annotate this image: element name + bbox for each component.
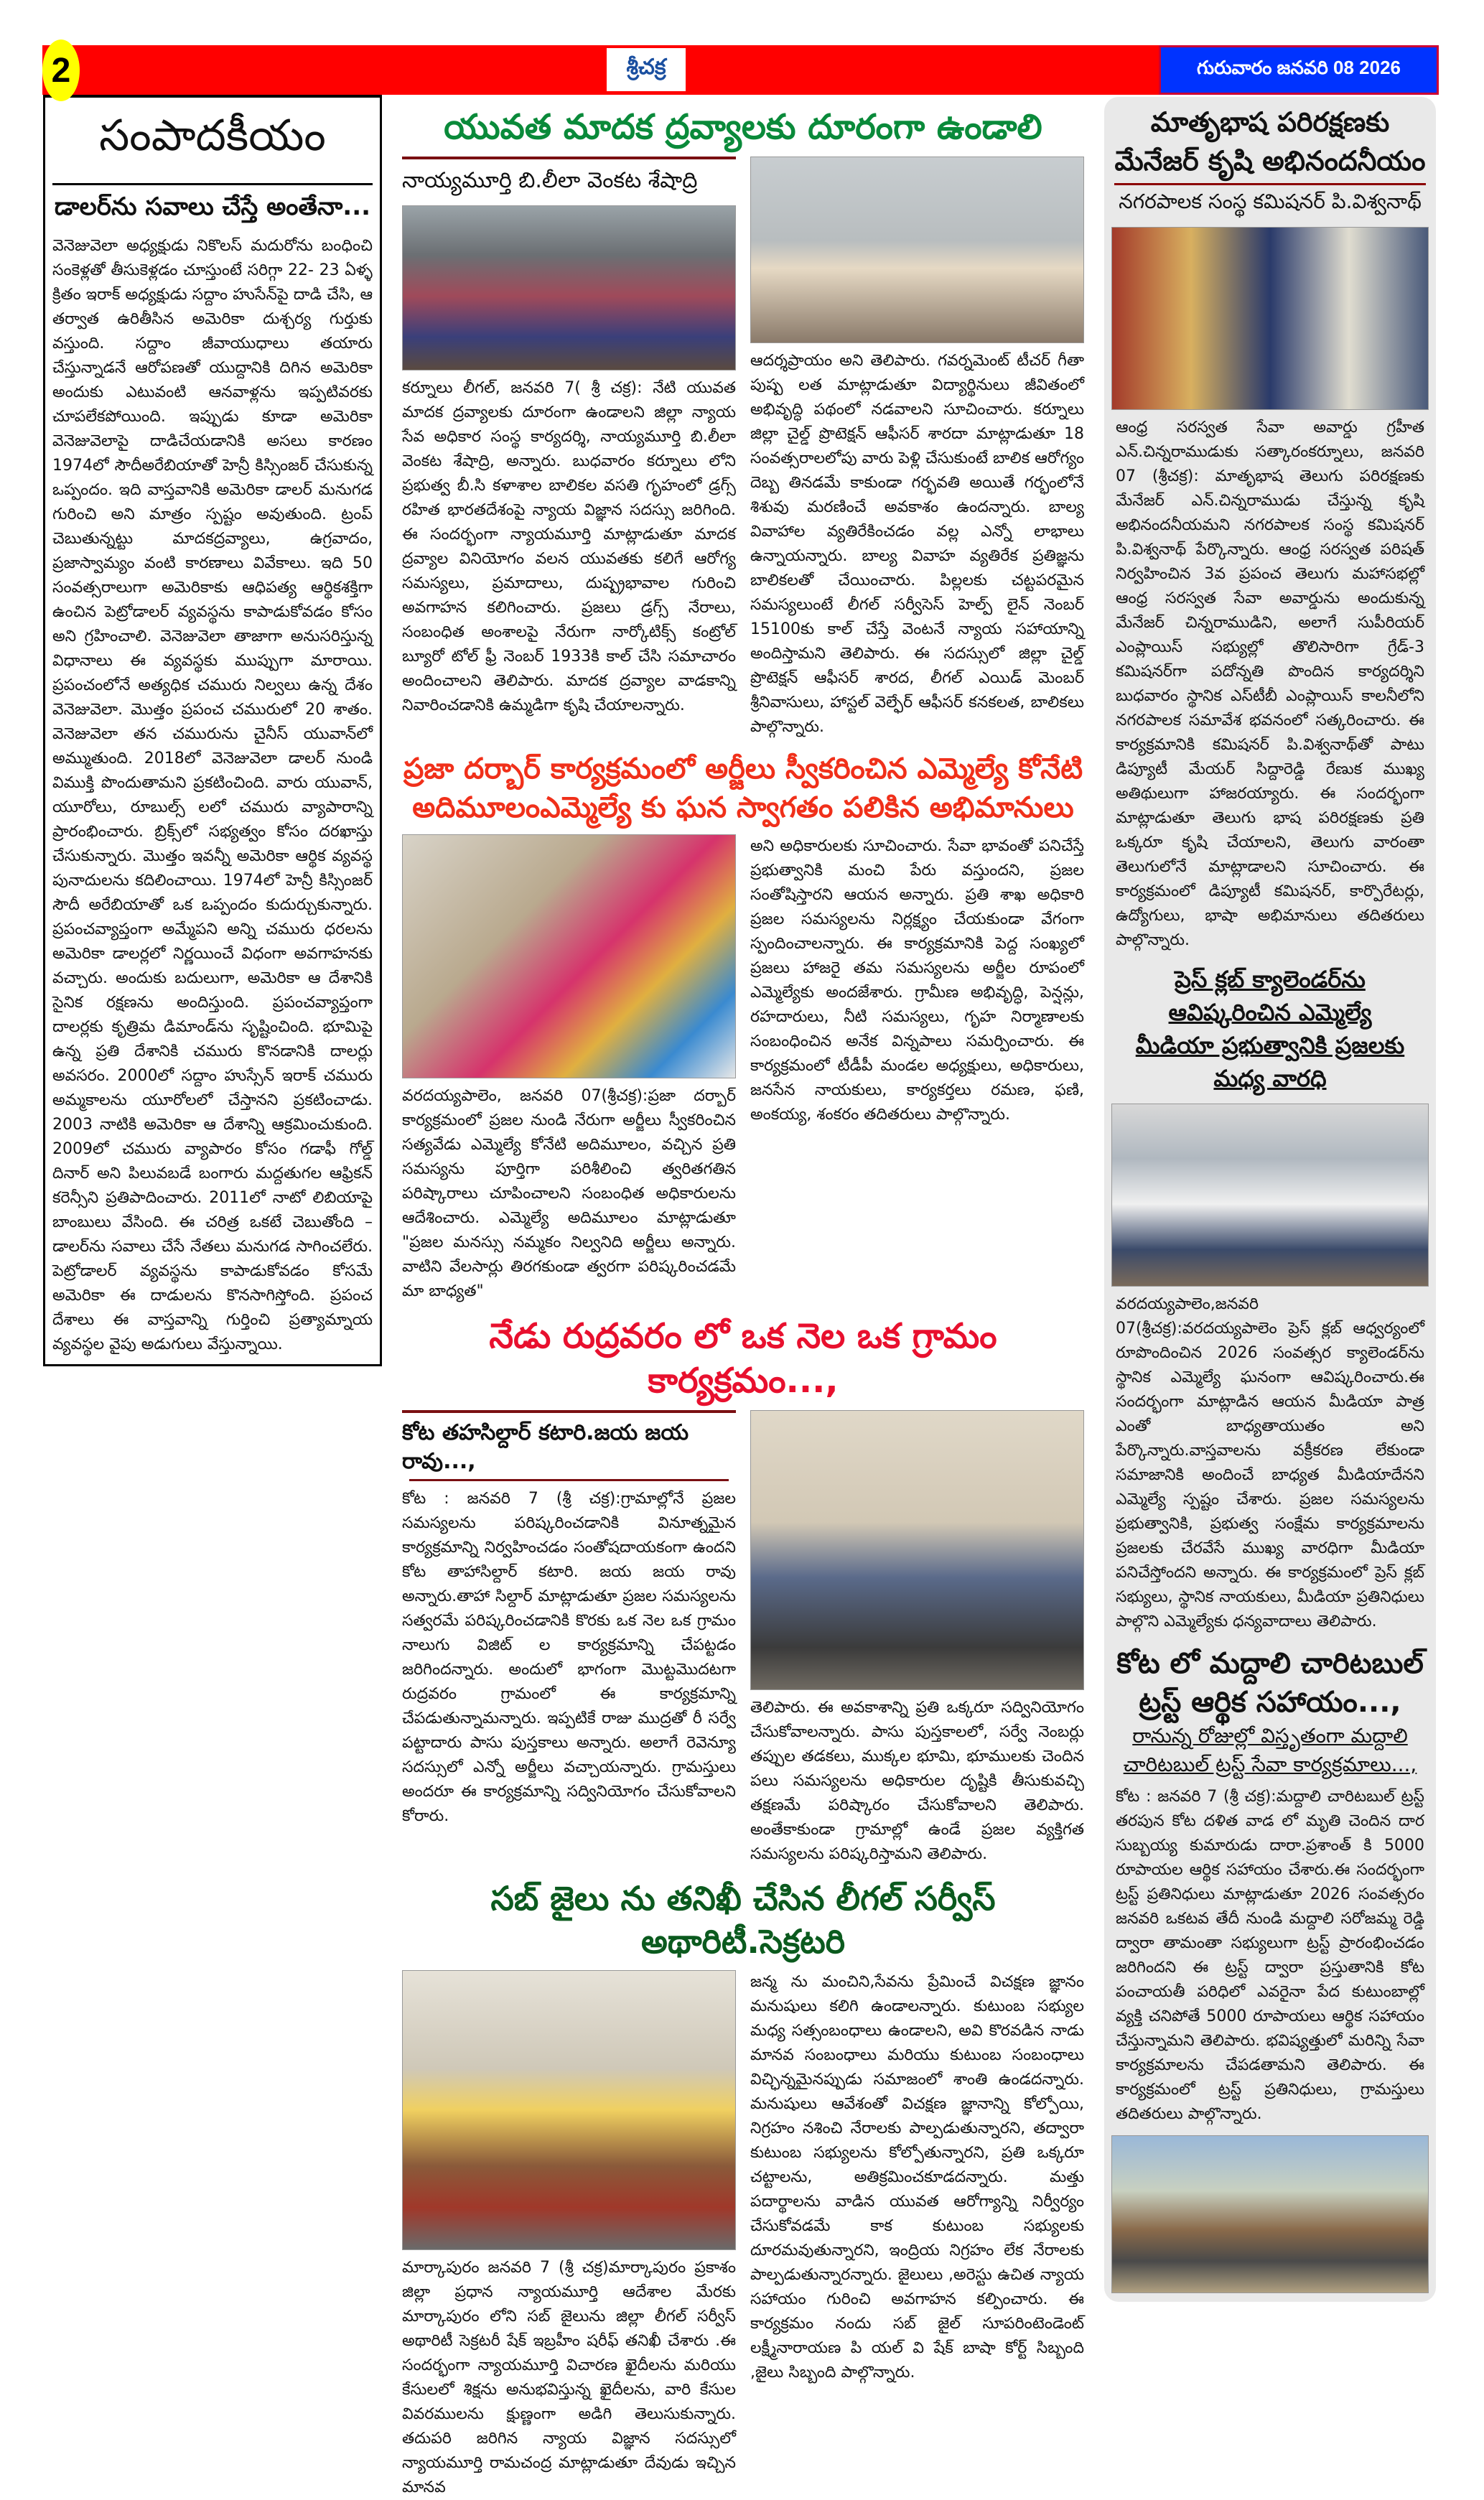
- article2-photo-praja-darbar: [402, 834, 736, 1078]
- newspaper-logo: శ్రీచక్ర: [607, 48, 686, 91]
- article3-rule: [402, 1410, 736, 1413]
- story2-headline-line1: ప్రెస్ క్లబ్ క్యాలెండర్‌ను ఆవిష్కరించిన ఎమ్మెల్యే: [1168, 966, 1372, 1026]
- story1-headline: మాతృభాష పరిరక్షణకు మేనేజర్ కృషి అభినందనీయం: [1114, 106, 1426, 177]
- story2-headline-line2: మీడియా ప్రభుత్వానికి ప్రజలకు మధ్య వారధి: [1135, 1032, 1405, 1092]
- story3-photo-trust-aid: [1111, 2135, 1429, 2293]
- article2-body-left: వరదయ్యపాలెం, జనవరి 07(శ్రీచక్ర):ప్రజా దర్బార్ కార్యక్రమంలో ప్రజల నుండి నేరుగా అర్జీలు స్వీకరించిన సత్యవేడు ఎమ్మెల్యే కోనేటి అదిమూలం, వచ్చిన ప్రతి సమస్యను పూర్తిగా పరిశీలించి త్వరితగతిన పరిష్కారాలు చూపించాలని సంబంధిత అధికారులను ఆదేశించారు. ఎమ్మెల్యే అదిమూలం మాట్లాడుతూ "ప్రజల మనస్సు నమ్మకం నిల్వనిది అర్జీలు అన్నారు. వాటిని వేలసార్లు తిరగకుండా త్వరగా పరిష్కరించడమే మా బాధ్యత": [402, 1087, 736, 1300]
- editorial-section-title: సంపాదకీయం: [52, 98, 373, 185]
- article3-byline-rule: [409, 1479, 729, 1481]
- article2-headline-line2: అదిమూలంఎమ్మెల్యే కు ఘన స్వాగతం పలికిన అభిమానులు: [412, 791, 1074, 824]
- story3-body: కోట : జనవరి 7 (శ్రీ చక్ర):మద్దాలి చారిటబుల్ ట్రస్ట్ తరపున కోట దళిత వాడ లో మృతి చెందిన దార సుబ్బయ్య కుమారుడు దారా.ప్రశాంత్ కి 5000 రూపాయల ఆర్థిక సహాయం చేశారు.ఈ సందర్భంగా ట్రస్ట్ ప్రతినిధులు మాట్లాడుతూ 2026 సంవత్సరం జనవరి ఒకటవ తేదీ నుండి మద్దాలి సరోజమ్మ రెడ్డి ద్వారా తామంతా సభ్యులుగా ట్రస్ట్ ప్రారంభించడం జరిగిందని ఈ ట్రస్ట్ ద్వారా ప్రస్తుతానికి కోట పంచాయతీ పరిధిలో ఎవరైనా పేద కుటుంబాల్లో వ్యక్తి చనిపోతే 5000 రూపాయలు ఆర్థిక సహాయం చేస్తున్నామని తెలిపారు. భవిష్యత్తులో మరిన్ని సేవా కార్యక్రమాలను చేపడతామని తెలిపారు. ఈ కార్యక్రమంలో ట్రస్ట్ ప్రతినిధులు, గ్రామస్తులు తదితరులు పాల్గొన్నారు.: [1116, 1788, 1424, 2123]
- story3-subhead1: రానున్న రోజుల్లో విస్తృతంగా మద్దాలి: [1132, 1724, 1408, 1748]
- story3-headline-line2: ట్రస్ట్ ఆర్థిక సహాయం...,: [1139, 1686, 1401, 1719]
- article2-headline-line1: ప్రజా దర్బార్ కార్యక్రమంలో అర్జీలు స్వీకరించిన ఎమ్మెల్యే కోనేటి: [403, 752, 1083, 785]
- story2-photo-calendar-launch: [1111, 1104, 1429, 1287]
- article3-body-left: కోట : జనవరి 7 (శ్రీ చక్ర):గ్రామాల్లోనే ప్రజల సమస్యలను పరిష్కరించడానికి వినూత్నమైన కార్యక్రమాన్ని నిర్వహించడం సంతోషదాయకంగా ఉందని కోట తాహాసిల్దార్ కటారి. జయ జయ రావు అన్నారు.తాహా సిల్దార్ మాట్లాడుతూ ప్రజల సమస్యలను సత్వరమే పరిష్కరించడానికి కొరకు ఒక నెల ఒక గ్రామం నాలుగు విజిట్ ల కార్యక్రమాన్ని చేపట్టడం జరిగిందన్నారు. అందులో భాగంగా మొట్టమొదటగా రుద్రవరం గ్రామంలో ఈ కార్యక్రమాన్ని చేపడుతున్నామన్నారు. ఇప్పటికే రాజు ముద్రతో రీ సర్వే పట్టాదారు పాసు పుస్తకాలు అన్నారు. అలాగే రెవెన్యూ సదస్సులో ఎన్నో అర్జీలు వచ్చాయన్నారు. గ్రామస్తులు అందరూ ఈ కార్యక్రమాన్ని సద్వినియోగం చేసుకోవాలని కోరారు.: [402, 1490, 736, 1825]
- article1-photo-speaker: [750, 157, 1084, 343]
- article3-headline: నేడు రుద్రవరం లో ఒక నెల ఒక గ్రామం కార్యక్రమం...,: [489, 1316, 997, 1401]
- right-column-panel: [1104, 97, 1436, 2302]
- article3: [392, 1314, 1094, 1867]
- story2-body: వరదయ్యపాలెం,జనవరి 07(శ్రీచక్ర):వరదయ్యపాలెం ప్రెస్ క్లబ్ ఆధ్వర్యంలో రూపొందించిన 2026 సంవత్సర క్యాలెండర్‌ను స్థానిక ఎమ్మెల్యే ఘనంగా ఆవిష్కరించారు.ఈ సందర్భంగా మాట్లాడిన ఆయన మీడియా పాత్ర ఎంతో బాధ్యతాయుతం అని పేర్కొన్నారు.వాస్తవాలను వక్రీకరణ లేకుండా సమాజానికి అందించే బాధ్యత మీడియాదేనని ఎమ్మెల్యే స్పష్టం చేశారు. ప్రజల సమస్యలను ప్రభుత్వానికి, ప్రభుత్వ సంక్షేమ కార్యక్రమాలను ప్రజలకు చేరవేసే ముఖ్య వారధిగా మీడియా పనిచేస్తోందని అన్నారు. ఈ కార్యక్రమంలో ప్రెస్ క్లబ్ సభ్యులు, స్థానిక నాయకులు, మీడియా ప్రతినిధులు పాల్గొని ఎమ్మెల్యేకు ధన్యవాదాలు తెలిపారు.: [1116, 1295, 1424, 1631]
- story3-subhead2: చారిటబుల్ ట్రస్ట్ సేవా కార్యక్రమాలు...,: [1123, 1753, 1417, 1776]
- article1-body-left: కర్నూలు లీగల్, జనవరి 7( శ్రీ చక్ర): నేటి యువత మాదక ద్రవ్యాలకు దూరంగా ఉండాలని జిల్లా న్యాయ సేవ అధికార సంస్థ కార్యదర్శి, నాయ్యమూర్తి బి.లీలా వెంకట శేషాద్రి, అన్నారు. బుధవారం కర్నూలు లోని ప్రభుత్వ బీ.సి కళాశాల బాలికల వసతి గృహంలో డ్రగ్స్ రహిత భారతదేశంపై న్యాయ విజ్ఞాన సదస్సు జరిగింది. ఈ సందర్భంగా న్యాయమూర్తి మాట్లాడుతూ మాదక ద్రవ్యాల వినియోగం వలన యువతకు కలిగే ఆరోగ్య సమస్యలు, ప్రమాదాలు, దుష్ప్రభావాల గురించి అవగాహన కలిగించారు. ప్రజలు డ్రగ్స్ నేరాలు, సంబంధిత అంశాలపై నేరుగా నార్కోటిక్స్ కంట్రోల్ బ్యూరో టోల్ ఫ్రీ నెంబర్ 1933కి కాల్ చేసి సమాచారం అందించాలని తెలిపారు. మాదక ద్రవ్యాల వాడకాన్ని నివారించడానికి ఉమ్మడిగా కృషి చేయాలన్నారు.: [402, 379, 736, 714]
- masthead-bar: [42, 45, 1439, 95]
- editorial-headline: డాలర్‌ను సవాలు చేస్తే అంతేనా...: [54, 192, 371, 221]
- story1-subhead: నగరపాలక సంస్థ కమిషనర్ పి.విశ్వనాథ్: [1114, 183, 1426, 218]
- article4-body-left: మార్కాపురం జనవరి 7 (శ్రీ చక్ర)మార్కాపురం ప్రకాశం జిల్లా ప్రధాన న్యాయమూర్తి ఆదేశాల మేరకు మార్కాపురం లోని సబ్ జైలును జిల్లా లీగల్ సర్వీస్ అథారిటీ సెక్రటరీ షేక్ ఇబ్రహీం షరీఫ్ తనిఖీ చేశారు .ఈ సందర్భంగా న్యాయమూర్తి విచారణ ఖైదీలను మరియు కేసులలో శిక్షను అనుభవిస్తున్న ఖైదీలను, వారి కేసుల వివరములను క్షుణ్ణంగా అడిగి తెలుసుకున్నారు. తదుపరి జరిగిన న్యాయ విజ్ఞాన సదస్సులో న్యాయమూర్తి రామచంద్ర మాట్లాడుతూ దేవుడు ఇచ్చిన మానవ: [402, 2259, 736, 2496]
- editorial-column: [43, 95, 382, 1366]
- article4: [392, 1877, 1094, 2500]
- article1: [392, 105, 1094, 740]
- center-column: [392, 95, 1094, 2500]
- story1-photo-felicitation: [1111, 227, 1429, 410]
- article1-headline: యువత మాదక ద్రవ్యాలకు దూరంగా ఉండాలి: [444, 107, 1042, 147]
- article3-body-right: తెలిపారు. ఈ అవకాశాన్ని ప్రతి ఒక్కరూ సద్వినియోగం చేసుకోవాలన్నారు. పాసు పుస్తకాలలో, సర్వే నెంబర్లు తప్పుల తడకలు, ముక్కల భూమి, భూములకు చెందిన పలు సమస్యలను అధికారుల దృష్టికి తీసుకువచ్చి తక్షణమే పరిష్కారం చేసుకోవాలని తెలిపారు. అంతేకాకుండా గ్రామాల్లో ఉండే ప్రజల వ్యక్తిగత సమస్యలను పరిష్కరిస్తామని తెలిపారు.: [750, 1699, 1084, 1863]
- article1-body-right: ఆదర్శప్రాయం అని తెలిపారు. గవర్నమెంట్ టీచర్ గీతా పుష్ప లత మాట్లాడుతూ విద్యార్థినులు జీవితంలో అభివృద్ధి పథంలో నడవాలని సూచించారు. కర్నూలు జిల్లా చైల్డ్ ప్రొటెక్షన్ ఆఫీసర్ శారదా మాట్లాడుతూ 18 సంవత్సరాలలోపు వారు పెళ్లి చేసుకుంటే బాలిక ఆరోగ్యం దెబ్బ తినడమే కాకుండా గర్భవతి అయితే గర్భంలోనే శిశువు మరణించే అవకాశం ఉందన్నారు. బాల్య వివాహాల వ్యతిరేకించడం వల్ల ఎన్నో లాభాలు ఉన్నాయన్నారు. బాల్య వివాహ వ్యతిరేక ప్రతిజ్ఞను బాలికలతో చేయించారు. పిల్లలకు చట్టపరమైన సమస్యలుంటే లీగల్ సర్వీసెస్ హెల్ప్ లైన్ నెంబర్ 15100కు కాల్ చేస్తే వెంటనే న్యాయ సహాయాన్ని అందిస్తామని తెలిపారు. ఈ సదస్సులో జిల్లా చైల్డ్ ప్రొటెక్షన్ ఆఫీసర్ శారద, లీగల్ ఎయిడ్ మెంబర్ శ్రీనివాసులు, హాస్టల్ వెల్ఫేర్ ఆఫీసర్ కనకలత, బాలికలు పాల్గొన్నారు.: [750, 352, 1084, 736]
- article4-body-right: జన్మ ను మంచిని,సేవను ప్రేమించే విచక్షణ జ్ఞానం మనుషులు కలిగి ఉండాలన్నారు. కుటుంబ సభ్యుల మధ్య సత్సంబంధాలు ఉండాలని, అవి కొరవడిన నాడు మానవ సంబంధాలు మరియు కుటుంబ సంబంధాలు విచ్ఛిన్నమైనప్పుడు సమాజంలో శాంతి ఉండదన్నారు. మనుషులు ఆవేశంతో విచక్షణ జ్ఞానాన్ని కోల్పోయి, నిగ్రహం నశించి నేరాలకు పాల్పడుతున్నారని, తద్వారా కుటుంబ సభ్యులను కోల్పోతున్నారని, ప్రతి ఒక్కరూ చట్టాలను, అతిక్రమించకూడదన్నారు. మత్తు పదార్థాలను వాడిన యువత ఆరోగ్యాన్ని నిర్వీర్యం చేసుకోవడమే కాక కుటుంబ సభ్యులకు దూరమవుతున్నారని, ఇంద్రియ నిగ్రహం లేక నేరాలకు పాల్పడుతున్నారన్నారు. జైలులు ,అరెస్టు ఉచిత న్యాయ సహాయం గురించి అవగాహన కల్పించారు. ఈ కార్యక్రమం నందు సబ్ జైల్ సూపరింటెండెంట్ లక్ష్మీనారాయణ పి యల్ వి షేక్ బాషా కోర్ట్ సిబ్బంది ,జైలు సిబ్బంది పాల్గొన్నారు.: [750, 1973, 1084, 2382]
- article1-byline: నాయ్యమూర్తి బి.లీలా వెంకట శేషాద్రి: [402, 157, 736, 198]
- page-number-badge: 2: [42, 39, 80, 101]
- article4-headline: సబ్ జైలు ను తనిఖీ చేసిన లీగల్ సర్వీస్ అథారిటీ.సెక్రటరి: [490, 1879, 996, 1961]
- article3-byline: కోట తహసిల్దార్ కటారి.జయ జయ రావు...,: [402, 1420, 689, 1474]
- article1-photo-students: [402, 205, 736, 370]
- article2-body-right: అని అధికారులకు సూచించారు. సేవా భావంతో పనిచేస్తే ప్రభుత్వానికి మంచి పేరు వస్తుందని, ప్రజల సంతోషిస్తారని ఆయన అన్నారు. ప్రతి శాఖ అధికారి ప్రజల సమస్యలను నిర్లక్ష్యం చేయకుండా వేగంగా స్పందించాలన్నారు. ఈ కార్యక్రమానికి పెద్ద సంఖ్యలో ప్రజలు హాజరై తమ సమస్యలను అర్జీల రూపంలో ఎమ్మెల్యేకు అందజేశారు. గ్రామీణ అభివృద్ధి, పెన్షన్లు, రహదారులు, నీటి సమస్యలు, గృహ నిర్మాణాలకు సంబంధించిన అనేక విన్నపాలు సమర్పించారు. ఈ కార్యక్రమంలో టీడీపీ మండల అధ్యక్షులు, అధికారులు, జనసేన నాయకులు, కార్యకర్తలు రమణ, ఫణి, అంకయ్య, శంకరం తదితరులు పాల్గొన్నారు.: [750, 837, 1084, 1124]
- article2: [392, 750, 1094, 1304]
- editorial-body: వెనెజువెలా అధ్యక్షుడు నికొలస్ మదురోను బంధించి సంకెళ్లతో తీసుకెళ్లడం చూస్తుంటే సరిగ్గా 22- 23 ఏళ్ళ క్రితం ఇరాక్ అధ్యక్షుడు సద్దాం హుసేన్‌పై దాడి చేసి, ఆ తర్వాత ఉరితీసిన అమెరికా దుశ్చర్య గుర్తుకు వస్తుంది. సద్దాం జీవాయుధాలు తయారు చేస్తున్నాడనే ఆరోపణతో యుద్దానికి దిగిన అమెరికా అందుకు ఎటువంటి ఆనవాళ్లను ఇప్పటివరకు చూపలేకపోయింది. ఇప్పుడు కూడా అమెరికా వెనెజువెలాపై దాడిచేయడానికి అసలు కారణం 1974లో సౌదీఅరేబియాతో హెన్రీ కిస్సింజర్ చేసుకున్న ఒప్పందం. ఇది వాస్తవానికి అమెరికా డాలర్ మనుగడ గురించి అని మాత్రం స్పష్టం అవుతుంది. ట్రంప్ చెబుతున్నట్టు మాదకద్రవ్యాలు, ఉగ్రవాదం, ప్రజాస్వామ్యం వంటి కారణాలు వివేకాలు. ఇది 50 సంవత్సరాలుగా అమెరికాకు ఆధిపత్య ఆర్థికశక్తిగా ఉంచిన పెట్రోడాలర్ వ్యవస్థను కాపాడుకోవడం కోసం అని గ్రహించాలి. వెనెజువెలా తాజాగా అనుసరిస్తున్న విధానాలు ఈ వ్యవస్థకు ముప్పుగా మారాయి. ప్రపంచంలోనే అత్యధిక చమురు నిల్వలు ఉన్న దేశం వెనెజువెలా. మొత్తం ప్రపంచ చమురులో 20 శాతం. వెనెజువెలా తన చమురును చైనీస్ యువాన్‌లో అమ్ముతుంది. 2018లో వెనెజువెలా డాలర్ నుండి విముక్తి పొందుతామని ప్రకటించింది. వారు యువాన్, యూరోలు, రూబుల్స్ లలో చమురు వ్యాపారాన్ని ప్రారంభించారు. బ్రిక్స్‌లో సభ్యత్వం కోసం దరఖాస్తు చేసుకున్నారు. మొత్తం ఇవన్నీ అమెరికా ఆర్థిక వ్యవస్థ పునాదులను కదిలించాయి. 1974లో హెన్రీ కిస్సింజర్ సౌదీ అరేబియాతో ఒక ఒప్పందం కుదుర్చుకున్నారు. ప్రపంచవ్యాప్తంగా అమ్మేపని అన్ని చమురు ధరలను అమెరికా డాలర్లలో నిర్ణయించే విధంగా అవగాహనకు వచ్చారు. అందుకు బదులుగా, అమెరికా ఆ దేశానికి సైనిక రక్షణను అందిస్తుంది. ప్రపంచవ్యాప్తంగా దాలర్లకు కృత్రిమ డిమాండ్‌ను సృష్టించింది. భూమిపై ఉన్న ప్రతి దేశానికి చమురు కొనడానికి దాలర్లు అవసరం. 2000లో సద్దాం హుస్సేన్ ఇరాక్ చమురు అమ్మకాలను యూరోలలో చేస్తానని ప్రకటించాడు. 2003 నాటికి అమెరికా ఆ దేశాన్ని ఆక్రమించుకుంది. 2009లో చమురు వ్యాపారం కోసం గడాఫీ గోల్డ్ దినార్ అని పిలువబడే బంగారు మద్దతుగల ఆఫ్రికన్ కరెన్సీని ప్రతిపాదించారు. 2011లో నాటో లిబియాపై బాంబులు వేసింది. ఈ చరిత్ర ఒకటే చెబుతోంది – డాలర్‌ను సవాలు చేసే నేతలు మనుగడ సాగించలేరు. పెట్రోడాలర్ వ్యవస్థను కాపాడుకోవడం కోసమే అమెరికా ఈ దాడులను కొనసాగిస్తోంది. ప్రపంచ దేశాలు ఈ వాస్తవాన్ని గుర్తించి ప్రత్యామ్నాయ వ్యవస్థల వైపు అడుగులు వేస్తున్నాయి.: [52, 237, 373, 1353]
- article3-photo-tahsildar: [750, 1410, 1084, 1690]
- issue-date: గురువారం జనవరి 08 2026: [1159, 45, 1439, 95]
- page-columns: [43, 95, 1439, 2500]
- article4-photo-sub-jail: [402, 1970, 736, 2250]
- story3-headline-line1: కోట లో మద్దాలి చారిటబుల్: [1116, 1647, 1424, 1680]
- story1-body: ఆంధ్ర సరస్వత సేవా అవార్డు గ్రహీత ఎన్.చిన్నరాముడుకు సత్కారంకర్నూలు, జనవరి 07 (శ్రీచక్ర): మాతృభాష తెలుగు పరిరక్షణకు మేనేజర్ ఎన్.చిన్నరాముడు చేస్తున్న కృషి అభినందనీయమని నగరపాలక సంస్థ కమిషనర్ పి.విశ్వనాథ్ పేర్కొన్నారు. ఆంధ్ర సరస్వత పరిషత్ నిర్వహించిన 3వ ప్రపంచ తెలుగు మహాసభల్లో ఆంధ్ర సరస్వత సేవా అవార్డును అందుకున్న మేనేజర్ చిన్నరాముడిని, అలాగే సుపీరియర్ ఎంప్లాయిస్ సభ్యుల్లో తొలిసారిగా గ్రేడ్-3 కమిషనర్‌గా పదోన్నతి పొందిన కార్యదర్శిని బుధవారం స్థానిక ఎస్‌టీబీ ఎంప్లాయిస్ కాలనీలోని నగరపాలక సమావేశ భవనంలో సత్కరించారు. ఈ కార్యక్రమానికి కమిషనర్ పి.విశ్వనాథ్‌తో పాటు డిప్యూటీ మేయర్ సిద్దారెడ్డి రేణుక ముఖ్య అతిథులుగా హాజరయ్యారు. ఈ సందర్భంగా మాట్లాడుతూ తెలుగు భాష పరిరక్షణకు ప్రతి ఒక్కరూ కృషి చేయాలని, తెలుగు వారంతా తెలుగులోనే మాట్లాడాలని సూచించారు. ఈ కార్యక్రమంలో డిప్యూటీ కమిషనర్, కార్పొరేటర్లు, ఉద్యోగులు, భాషా అభిమానులు తదితరులు పాల్గొన్నారు.: [1116, 419, 1424, 949]
